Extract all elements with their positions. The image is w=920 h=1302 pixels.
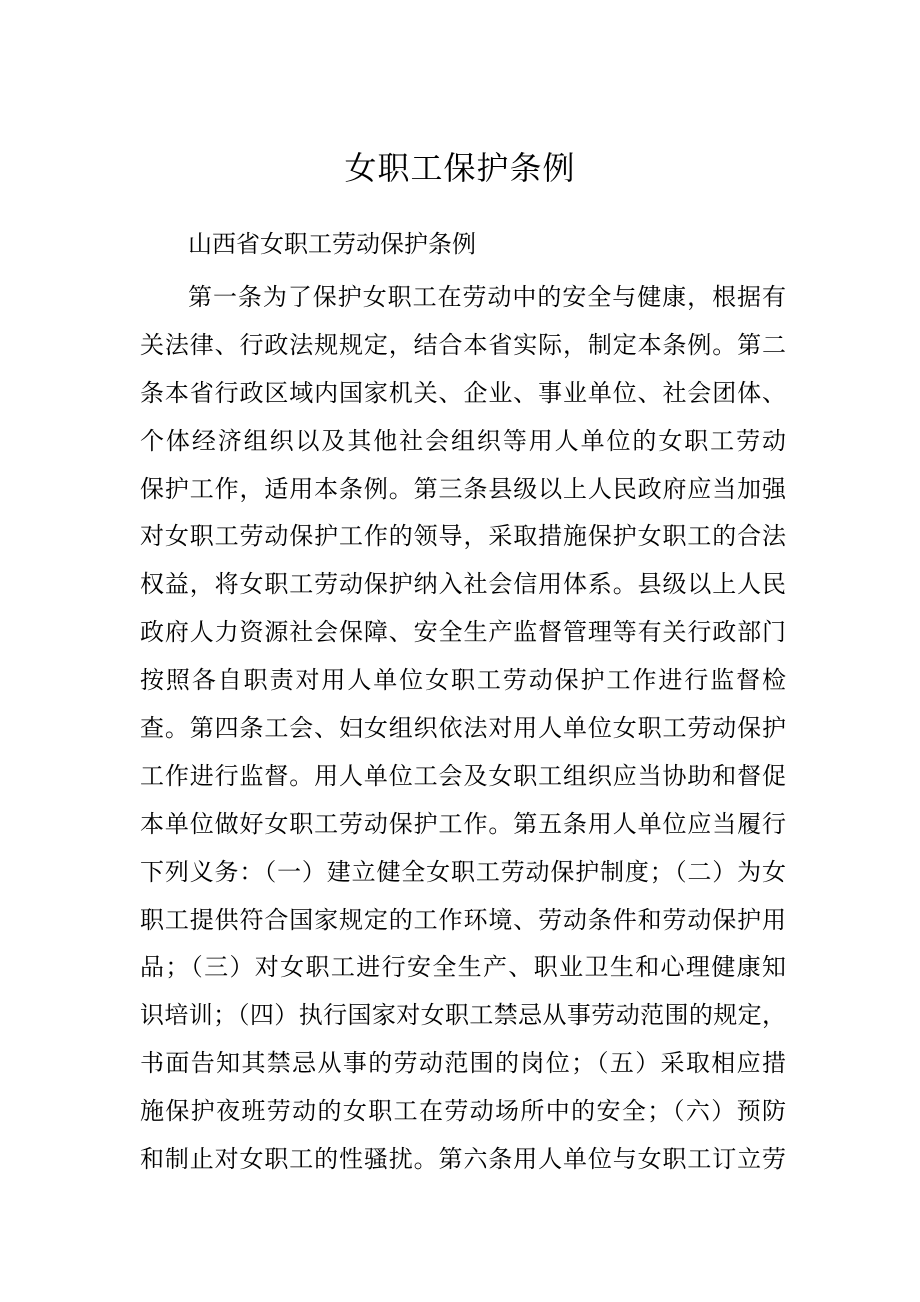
text-line: 施保护夜班劳动的女职工在劳动场所中的安全；（六）预防 [140,1097,786,1126]
text-line: 对女职工劳动保护工作的领导，采取措施保护女职工的合法 [140,522,786,551]
text-line: 工作进行监督。用人单位工会及女职工组织应当协助和督促 [140,761,786,790]
text-line: 职工提供符合国家规定的工作环境、劳动条件和劳动保护用 [140,905,786,934]
document-title: 女职工保护条例 [344,149,576,187]
text-line: 保护工作，适用本条例。第三条县级以上人民政府应当加强 [140,474,786,503]
text-line: 政府人力资源社会保障、安全生产监督管理等有关行政部门 [140,618,786,647]
text-line: 权益，将女职工劳动保护纳入社会信用体系。县级以上人民 [140,570,786,599]
text-line: 第一条为了保护女职工在劳动中的安全与健康，根据有 [188,283,786,311]
text-line: 品；（三）对女职工进行安全生产、职业卫生和心理健康知 [140,953,786,982]
text-line: 和制止对女职工的性骚扰。第六条用人单位与女职工订立劳 [140,1145,786,1174]
text-line: 书面告知其禁忌从事的劳动范围的岗位；（五）采取相应措 [140,1049,786,1078]
document-body [140,280,786,1190]
text-line: 查。第四条工会、妇女组织依法对用人单位女职工劳动保护 [140,714,786,743]
text-line: 关法律、行政法规规定，结合本省实际，制定本条例。第二 [140,330,786,359]
text-line: 识培训；（四）执行国家对女职工禁忌从事劳动范围的规定， [140,1001,786,1030]
document-subtitle: 山西省女职工劳动保护条例 [188,230,476,258]
text-line: 下列义务：（一）建立健全女职工劳动保护制度；（二）为女 [140,857,786,886]
text-line: 本单位做好女职工劳动保护工作。第五条用人单位应当履行 [140,809,786,838]
text-line: 条本省行政区域内国家机关、企业、事业单位、社会团体、 [140,378,786,407]
text-line: 个体经济组织以及其他社会组织等用人单位的女职工劳动 [140,426,786,455]
text-line: 按照各自职责对用人单位女职工劳动保护工作进行监督检 [140,666,786,695]
